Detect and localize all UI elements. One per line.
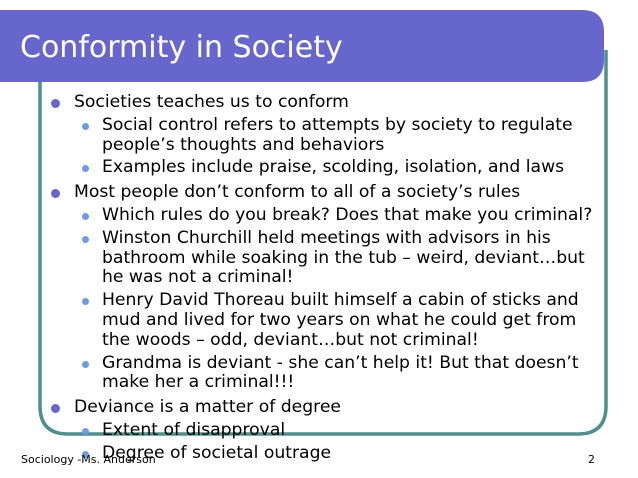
- sub-bullet-item: [46, 421, 606, 441]
- bullet-text: Most people don’t conform to all of a society’s rules: [74, 182, 521, 203]
- sub-bullet-text: Henry David Thoreau built himself a cabin of sticks and mud and lived for two years on what he could get from the woods – odd, deviant…but not criminal!: [102, 290, 579, 350]
- bullet-dot-icon: [51, 189, 60, 198]
- sub-bullet-dot-icon: [82, 165, 89, 172]
- bullet-item: [46, 93, 606, 113]
- sub-bullet-item: [46, 116, 606, 156]
- page-number: 2: [588, 453, 595, 466]
- sub-bullet-dot-icon: [82, 236, 89, 243]
- sub-bullet-dot-icon: [82, 213, 89, 220]
- sub-bullet-dot-icon: [82, 123, 89, 130]
- sub-bullet-text: Which rules do you break? Does that make you criminal?: [102, 204, 593, 225]
- bullet-text: Societies teaches us to conform: [74, 92, 349, 112]
- sub-bullet-item: [46, 229, 606, 288]
- sub-bullet-text: Degree of societal outrage: [102, 442, 332, 463]
- sub-bullet-text: Extent of disapproval: [102, 419, 286, 440]
- sub-bullet-item: [46, 158, 606, 178]
- sub-bullet-dot-icon: [82, 428, 89, 435]
- sub-bullet-text: Examples include praise, scolding, isolation, and laws: [102, 157, 565, 178]
- bullet-item: [46, 183, 606, 203]
- sub-bullet-dot-icon: [82, 361, 89, 368]
- sub-bullet-item: [46, 291, 606, 350]
- bullet-list: [46, 88, 606, 464]
- slide-title: Conformity in Society: [20, 30, 343, 65]
- sub-bullet-item: [46, 206, 606, 226]
- sub-bullet-text: Winston Churchill held meetings with advisors in his bathroom while soaking in the tub – weird, deviant…but he was not a criminal!: [102, 227, 585, 288]
- footer-author: Sociology -Ms. Anderson: [21, 453, 156, 466]
- sub-bullet-dot-icon: [82, 298, 89, 305]
- bullet-text: Deviance is a matter of degree: [74, 397, 341, 418]
- bullet-dot-icon: [51, 99, 60, 108]
- sub-bullet-text: Grandma is deviant - she can’t help it! But that doesn’t make her a criminal!!!: [102, 352, 579, 393]
- sub-bullet-item: [46, 354, 606, 394]
- bullet-item: [46, 398, 606, 418]
- sub-bullet-text: Social control refers to attempts by society to regulate people’s thoughts and behaviors: [102, 114, 573, 155]
- bullet-dot-icon: [51, 404, 60, 413]
